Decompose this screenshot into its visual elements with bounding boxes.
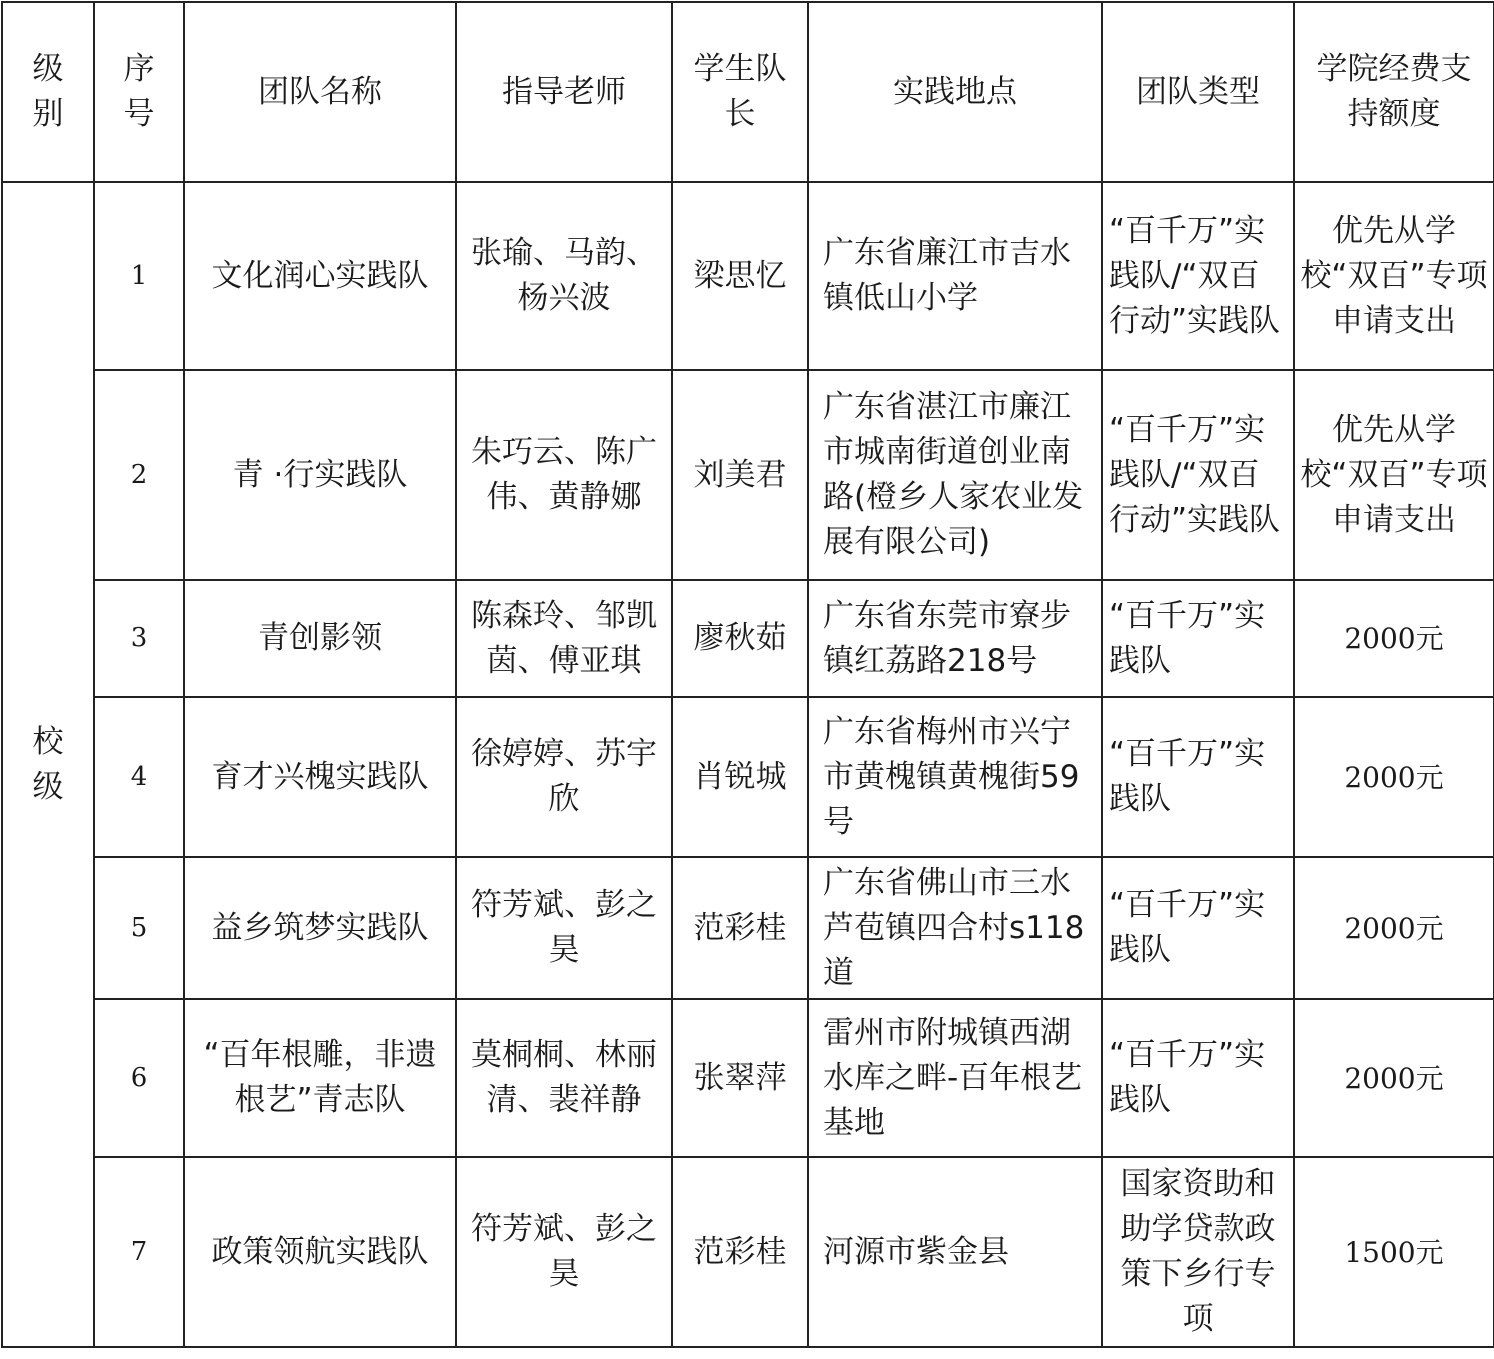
- funding-cell: 优先从学校“双百”专项申请支出: [1294, 370, 1494, 580]
- header-funding: 学院经费支持额度: [1294, 2, 1494, 182]
- leader-cell: 范彩桂: [672, 857, 808, 999]
- leader-cell: 梁思忆: [672, 182, 808, 370]
- team-type-cell: 国家资助和助学贷款政策下乡行专项: [1102, 1157, 1294, 1347]
- advisor-cell: 张瑜、马韵、杨兴波: [456, 182, 672, 370]
- location-cell: 广东省佛山市三水芦苞镇四合村s118道: [808, 857, 1102, 999]
- table-row: [2, 1157, 1494, 1347]
- location-cell: 河源市紫金县: [808, 1157, 1102, 1347]
- table-row: [2, 999, 1494, 1157]
- header-team: 团队名称: [184, 2, 456, 182]
- team-type-cell: “百千万”实践队/“双百行动”实践队: [1102, 182, 1294, 370]
- team-type-cell: “百千万”实践队: [1102, 697, 1294, 857]
- seq-cell: 4: [94, 697, 184, 857]
- seq-cell: 2: [94, 370, 184, 580]
- team-type-cell: “百千万”实践队: [1102, 857, 1294, 999]
- location-cell: 广东省廉江市吉水镇低山小学: [808, 182, 1102, 370]
- team-name-cell: 青 ·行实践队: [184, 370, 456, 580]
- team-name-cell: “百年根雕，非遗根艺”青志队: [184, 999, 456, 1157]
- funding-cell: 2000元: [1294, 580, 1494, 697]
- location-cell: 广东省湛江市廉江市城南街道创业南路(橙乡人家农业发展有限公司): [808, 370, 1102, 580]
- seq-cell: 6: [94, 999, 184, 1157]
- header-advisor: 指导老师: [456, 2, 672, 182]
- seq-cell: 1: [94, 182, 184, 370]
- header-leader: 学生队长: [672, 2, 808, 182]
- table-row: [2, 580, 1494, 697]
- team-name-cell: 政策领航实践队: [184, 1157, 456, 1347]
- funding-cell: 2000元: [1294, 857, 1494, 999]
- team-name-cell: 益乡筑梦实践队: [184, 857, 456, 999]
- advisor-cell: 徐婷婷、苏宇欣: [456, 697, 672, 857]
- leader-cell: 肖锐城: [672, 697, 808, 857]
- team-table: [1, 1, 1494, 1348]
- header-location: 实践地点: [808, 2, 1102, 182]
- advisor-cell: 莫桐桐、林丽清、裴祥静: [456, 999, 672, 1157]
- team-name-cell: 青创影领: [184, 580, 456, 697]
- location-cell: 广东省梅州市兴宁市黄槐镇黄槐街59号: [808, 697, 1102, 857]
- funding-cell: 2000元: [1294, 697, 1494, 857]
- seq-cell: 7: [94, 1157, 184, 1347]
- table-row: [2, 857, 1494, 999]
- header-row: [2, 2, 1494, 182]
- team-type-cell: “百千万”实践队: [1102, 580, 1294, 697]
- leader-cell: 张翠萍: [672, 999, 808, 1157]
- team-type-cell: “百千万”实践队: [1102, 999, 1294, 1157]
- leader-cell: 范彩桂: [672, 1157, 808, 1347]
- table-row: [2, 370, 1494, 580]
- level-cell: 校级: [2, 182, 94, 1347]
- team-name-cell: 育才兴槐实践队: [184, 697, 456, 857]
- team-type-cell: “百千万”实践队/“双百行动”实践队: [1102, 370, 1294, 580]
- leader-cell: 刘美君: [672, 370, 808, 580]
- seq-cell: 5: [94, 857, 184, 999]
- funding-cell: 2000元: [1294, 999, 1494, 1157]
- team-name-cell: 文化润心实践队: [184, 182, 456, 370]
- table-row: [2, 182, 1494, 370]
- header-seq: 序号: [94, 2, 184, 182]
- header-type: 团队类型: [1102, 2, 1294, 182]
- advisor-cell: 陈森玲、邹凯茵、傅亚琪: [456, 580, 672, 697]
- location-cell: 雷州市附城镇西湖水库之畔-百年根艺基地: [808, 999, 1102, 1157]
- funding-cell: 1500元: [1294, 1157, 1494, 1347]
- location-cell: 广东省东莞市寮步镇红荔路218号: [808, 580, 1102, 697]
- funding-cell: 优先从学校“双百”专项申请支出: [1294, 182, 1494, 370]
- advisor-cell: 朱巧云、陈广伟、黄静娜: [456, 370, 672, 580]
- advisor-cell: 符芳斌、彭之昊: [456, 857, 672, 999]
- advisor-cell: 符芳斌、彭之昊: [456, 1157, 672, 1347]
- seq-cell: 3: [94, 580, 184, 697]
- table-row: [2, 697, 1494, 857]
- leader-cell: 廖秋茹: [672, 580, 808, 697]
- header-level: 级别: [2, 2, 94, 182]
